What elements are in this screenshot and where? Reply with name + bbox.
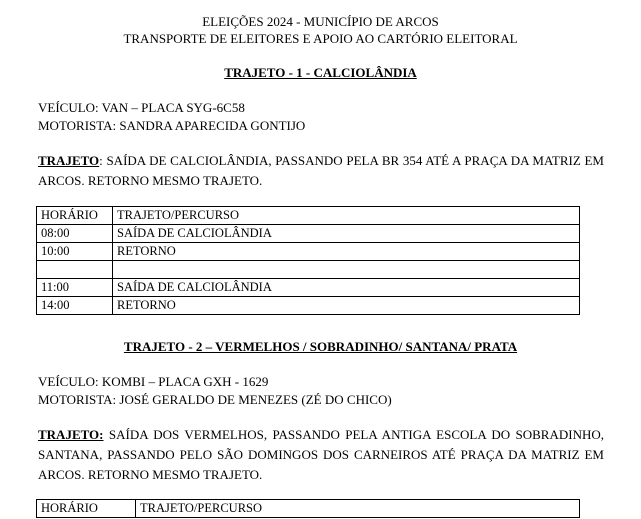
- table-cell-route: SAÍDA DE CALCIOLÂNDIA: [113, 279, 580, 297]
- route1-schedule-table: [36, 206, 580, 315]
- route2-route-text: SAÍDA DOS VERMELHOS, PASSANDO PELA ANTIGA ESCOLA DO SOBRADINHO, SANTANA, PASSANDO PELO SÃO DOMINGOS DOS CARNEIROS ATÉ PRAÇA DA MATRIZ EM ARCOS. RETORNO MESMO TRAJETO.: [38, 427, 604, 482]
- route2-vehicle: VEÍCULO: KOMBI – PLACA GXH - 1629: [38, 374, 269, 389]
- table-header-row: [37, 207, 580, 225]
- document-title-line1: ELEIÇÕES 2024 - MUNICÍPIO DE ARCOS: [202, 14, 439, 29]
- route1-description: [38, 151, 604, 191]
- table-cell-route: SAÍDA DE CALCIOLÂNDIA: [113, 225, 580, 243]
- table-cell-route: RETORNO: [113, 297, 580, 315]
- table-cell-route: [113, 261, 580, 279]
- table-cell-time: [37, 261, 113, 279]
- table-cell-time: 08:00: [37, 225, 113, 243]
- table-header-cell: HORÁRIO: [37, 500, 136, 518]
- table-header-cell: HORÁRIO: [37, 207, 113, 225]
- document-title-line2: TRANSPORTE DE ELEITORES E APOIO AO CARTÓRIO ELEITORAL: [123, 31, 518, 46]
- table-row: [37, 261, 580, 279]
- route2-description: [38, 425, 604, 485]
- table-header-row: [37, 500, 580, 518]
- table-cell-time: 14:00: [37, 297, 113, 315]
- route1-driver: MOTORISTA: SANDRA APARECIDA GONTIJO: [38, 118, 306, 133]
- route2-route-label: TRAJETO:: [38, 427, 104, 442]
- route1-route-label: TRAJETO: [38, 153, 100, 168]
- table-cell-time: 10:00: [37, 243, 113, 261]
- route1-vehicle: VEÍCULO: VAN – PLACA SYG-6C58: [38, 100, 245, 115]
- route1-route-text: : SAÍDA DE CALCIOLÂNDIA, PASSANDO PELA BR 354 ATÉ A PRAÇA DA MATRIZ EM ARCOS. RETORNO MESMO TRAJETO.: [38, 153, 604, 188]
- table-row: [37, 297, 580, 315]
- table-cell-route: RETORNO: [113, 243, 580, 261]
- route1-title: TRAJETO - 1 - CALCIOLÂNDIA: [224, 65, 417, 80]
- route2-schedule-table: [36, 499, 580, 518]
- table-row: [37, 243, 580, 261]
- route2-driver: MOTORISTA: JOSÉ GERALDO DE MENEZES (ZÉ DO CHICO): [38, 392, 392, 407]
- route2-title: TRAJETO - 2 – VERMELHOS / SOBRADINHO/ SANTANA/ PRATA: [123, 339, 518, 354]
- table-row: [37, 225, 580, 243]
- table-row: [37, 279, 580, 297]
- table-header-cell: TRAJETO/PERCURSO: [136, 500, 580, 518]
- table-header-cell: TRAJETO/PERCURSO: [113, 207, 580, 225]
- table-cell-time: 11:00: [37, 279, 113, 297]
